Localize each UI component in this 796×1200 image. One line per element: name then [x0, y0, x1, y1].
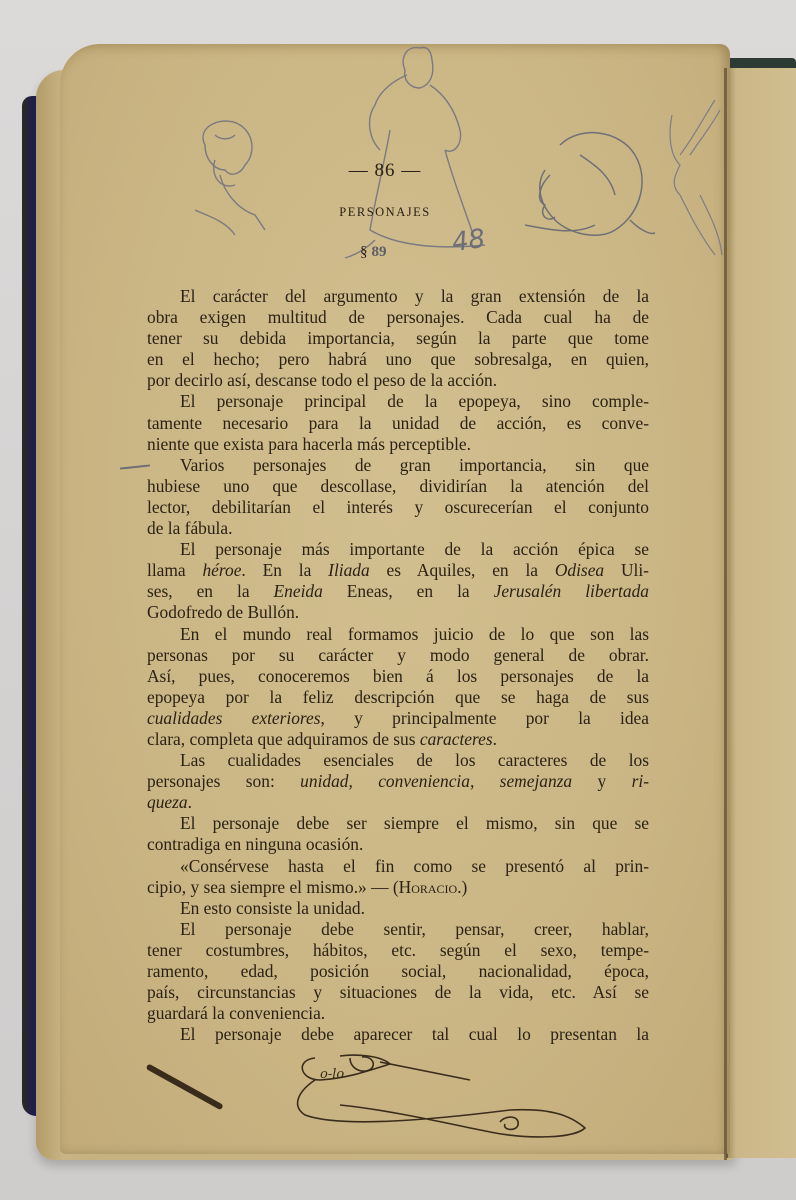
facing-page [726, 68, 796, 1158]
text-line [147, 729, 649, 750]
text-line: El personaje debe ser siempre el mismo, sin que se [180, 813, 649, 834]
text-line: Varios personajes de gran importancia, sin que [180, 454, 649, 475]
text-run: . En la [241, 560, 329, 581]
italic-term: unidad, conveniencia, semejanza [300, 771, 573, 792]
text-line: ramento, edad, posición social, nacionalidad, época, [147, 961, 649, 981]
svg-text:o-lo: o-lo [320, 1067, 345, 1082]
italic-term: queza [147, 792, 188, 813]
text-line: Godofredo de Bullón. [147, 602, 300, 623]
text-line: El personaje debe aparecer tal cual lo presentan la [180, 1024, 649, 1045]
text-run: Uli- [604, 560, 649, 581]
text-line [147, 771, 649, 792]
text-line: tener costumbres, hábitos, etc. según el sexo, tempe- [147, 939, 649, 960]
text-line: El carácter del argumento y la gran extensión de la [180, 286, 649, 306]
author-name: Horacio [398, 876, 458, 897]
text-line: hubiese uno que descollase, dividirían la atención del [147, 475, 649, 496]
section-number: 89 [371, 244, 387, 260]
text-line [147, 560, 649, 581]
text-line: «Consérvese hasta el fin como se presentó al prin- [180, 855, 649, 876]
pencil-sketch-margin-icon [660, 95, 730, 270]
italic-title: Iliada [328, 560, 370, 581]
body-text [147, 286, 649, 1045]
text-line: En el mundo real formamos juicio de lo que son las [180, 623, 649, 644]
section-heading [360, 244, 420, 261]
text-line: En esto consiste la unidad. [180, 897, 365, 918]
text-line: de la fábula. [147, 518, 233, 539]
text-line: epopeya por la feliz descripción que se haga de sus [147, 686, 649, 707]
text-run: cipio, y sea siempre el mismo.» — ( [147, 876, 399, 897]
text-run: personajes son: [147, 771, 301, 792]
text-line: lector, debilitarían el interés y oscurecerían el conjunto [147, 496, 649, 517]
section-symbol: § [360, 244, 368, 260]
text-run: y [572, 771, 632, 792]
text-line: Las cualidades esenciales de los caracteres de los [180, 750, 649, 771]
text-line [147, 708, 649, 729]
pencil-sketch-head-right-icon [520, 125, 660, 260]
text-line: personas por su carácter y modo general de obrar. [147, 644, 649, 665]
text-run: . [187, 792, 192, 813]
italic-term: caracteres [419, 728, 493, 749]
text-line: país, circunstancias y situaciones de la vida, etc. Así se [147, 982, 649, 1003]
text-line: tener su debida importancia, según la parte que tome [147, 328, 649, 349]
text-line [147, 792, 649, 813]
pencil-sketch-head-left-icon [185, 115, 275, 250]
text-line [147, 877, 649, 898]
text-run: clara, completa que adquiramos de sus [147, 728, 420, 749]
italic-term: ri- [631, 771, 650, 792]
running-head: PERSONAJES [339, 205, 431, 219]
text-run: es Aquiles, en la [369, 560, 555, 581]
text-line: El personaje debe sentir, pensar, creer, hablar, [180, 918, 649, 939]
text-run: Eneas, en la [322, 581, 494, 602]
text-run: , y principalmente por la idea [320, 707, 649, 728]
text-run: llama [147, 560, 203, 581]
page-number: — 86 — [348, 160, 422, 181]
text-line: niente que exista para hacerla más perceptible. [147, 433, 471, 454]
pencil-annotation: 48 [450, 223, 488, 259]
text-line: por decirlo así, descanse todo el peso de la acción. [147, 370, 498, 391]
text-line: contradiga en ninguna ocasión. [147, 834, 364, 855]
text-line: El personaje principal de la epopeya, sino comple- [180, 391, 649, 412]
text-line: guardará la conveniencia. [147, 1003, 326, 1024]
text-line [147, 581, 649, 602]
text-line: Así, pues, conoceremos bien á los personajes de la [147, 665, 649, 686]
text-line: tamente necesario para la unidad de acción, es conve- [147, 412, 649, 433]
text-run: .) [457, 876, 468, 897]
italic-title: Odisea [554, 560, 605, 581]
text-run: . [492, 728, 497, 749]
text-line: obra exigen multitud de personajes. Cada cual ha de [147, 307, 649, 328]
text-line: en el hecho; pero habrá uno que sobresalga, en quien, [147, 349, 649, 370]
italic-title: Jerusalén libertada [493, 581, 649, 602]
ink-flourish-signature-icon [280, 1050, 620, 1155]
text-run: ses, en la [147, 581, 274, 602]
italic-term: cualidades exteriores [147, 707, 321, 728]
italic-title: Eneida [273, 581, 323, 602]
italic-term: héroe [202, 560, 242, 581]
text-line: El personaje más importante de la acción épica se [180, 539, 649, 560]
